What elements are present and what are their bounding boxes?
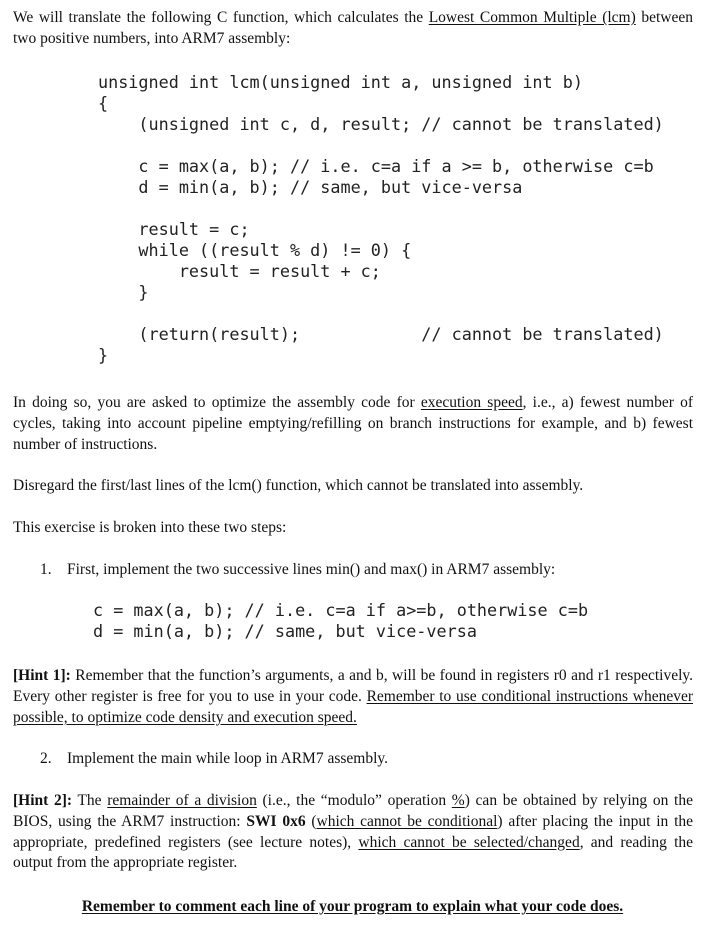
hint-2-text-5: ) after placing the input in the appropriate, predefined registers (see lecture notes), [13, 812, 694, 851]
lcm-code-line: } [98, 282, 149, 302]
lcm-code-line: result = c; [98, 219, 250, 239]
lcm-code-line: c = max(a, b); // i.e. c=a if a >= b, otherwise c=b [98, 156, 654, 176]
lcm-code-line [98, 303, 664, 324]
lcm-code-line: } [98, 345, 109, 365]
step-2-number: 2. [40, 750, 52, 767]
hint-2-text-3: ) can be obtained by relying on the BIOS, using the ARM7 instruction: [13, 792, 693, 830]
remainder-term: remainder of a division [107, 792, 257, 809]
step-1-number: 1. [40, 561, 52, 578]
hint-1-label: [Hint 1]: [13, 667, 71, 684]
hint-2-paragraph [13, 791, 693, 874]
steps-intro-paragraph: This exercise is broken into these two steps: [13, 519, 287, 536]
hint-2-label: [Hint 2]: [13, 792, 73, 809]
lcm-code-line: d = min(a, b); // same, but vice-versa [98, 177, 523, 197]
hint-2-text-6: , and reading the output from the appropriate register. [13, 833, 694, 872]
min-max-code-line: c = max(a, b); // i.e. c=a if a>=b, otherwise c=b [93, 600, 589, 620]
lcm-code-line: unsigned int lcm(unsigned int a, unsigned int b) [98, 72, 583, 92]
hint-2-text-1: The [72, 792, 108, 809]
final-reminder: Remember to comment each line of your program to explain what your code does. [81, 898, 624, 915]
hint-1-emphasis: Remember to use conditional instructions whenever possible, to optimize code density and execution speed. [13, 687, 693, 726]
disregard-paragraph: Disregard the first/last lines of the lcm() function, which cannot be translated into assembly. [13, 477, 584, 494]
speed-text-1: In doing so, you are asked to optimize the assembly code for [13, 394, 421, 411]
step-1-item [40, 560, 555, 581]
speed-text-2: , i.e., a) fewest number of cycles, taking into account pipeline emptying/refilling on branch instructions for example, and b) fewest number of instructions. [13, 394, 693, 453]
step-1-text: First, implement the two successive lines min() and max() in ARM7 assembly: [67, 561, 556, 578]
lcm-code-line: result = result + c; [98, 261, 381, 281]
lcm-code-line: (return(result); // cannot be translated) [98, 324, 664, 344]
lcm-code-block [98, 72, 664, 366]
step-2-item [40, 749, 388, 770]
hint-1-text: Remember that the function’s arguments, a and b, will be found in registers r0 and r1 respectively. Every other register is free for you to use in your code. [13, 667, 693, 705]
speed-paragraph [13, 393, 693, 455]
lcm-code-line: while ((result % d) != 0) { [98, 240, 412, 260]
min-max-code-line: d = min(a, b); // same, but vice-versa [93, 621, 477, 641]
hint-1-paragraph [13, 666, 693, 728]
intro-text-2: between two positive numbers, into ARM7 assembly: [13, 9, 693, 47]
lcm-code-line [98, 198, 664, 219]
min-max-code-block [93, 600, 588, 642]
lcm-code-line [98, 135, 664, 156]
execution-speed-term: execution speed [420, 394, 523, 411]
swi-instruction: SWI 0x6 [246, 812, 306, 830]
intro-paragraph [13, 8, 693, 50]
step-2-text: Implement the main while loop in ARM7 assembly. [67, 750, 389, 767]
hint-2-text-4: ( [305, 812, 317, 830]
lcm-code-line: (unsigned int c, d, result; // cannot be translated) [98, 114, 664, 134]
hint-2-text-2: (i.e., the “modulo” operation [256, 792, 452, 809]
not-changeable-note: which cannot be selected/changed [358, 833, 580, 851]
not-conditional-note: which cannot be conditional [316, 812, 498, 830]
intro-text-1: We will translate the following C function, which calculates the [13, 9, 429, 26]
modulo-symbol: % [451, 792, 465, 809]
intro-lcm-term: Lowest Common Multiple (lcm) [428, 9, 636, 26]
lcm-code-line: { [98, 93, 109, 113]
